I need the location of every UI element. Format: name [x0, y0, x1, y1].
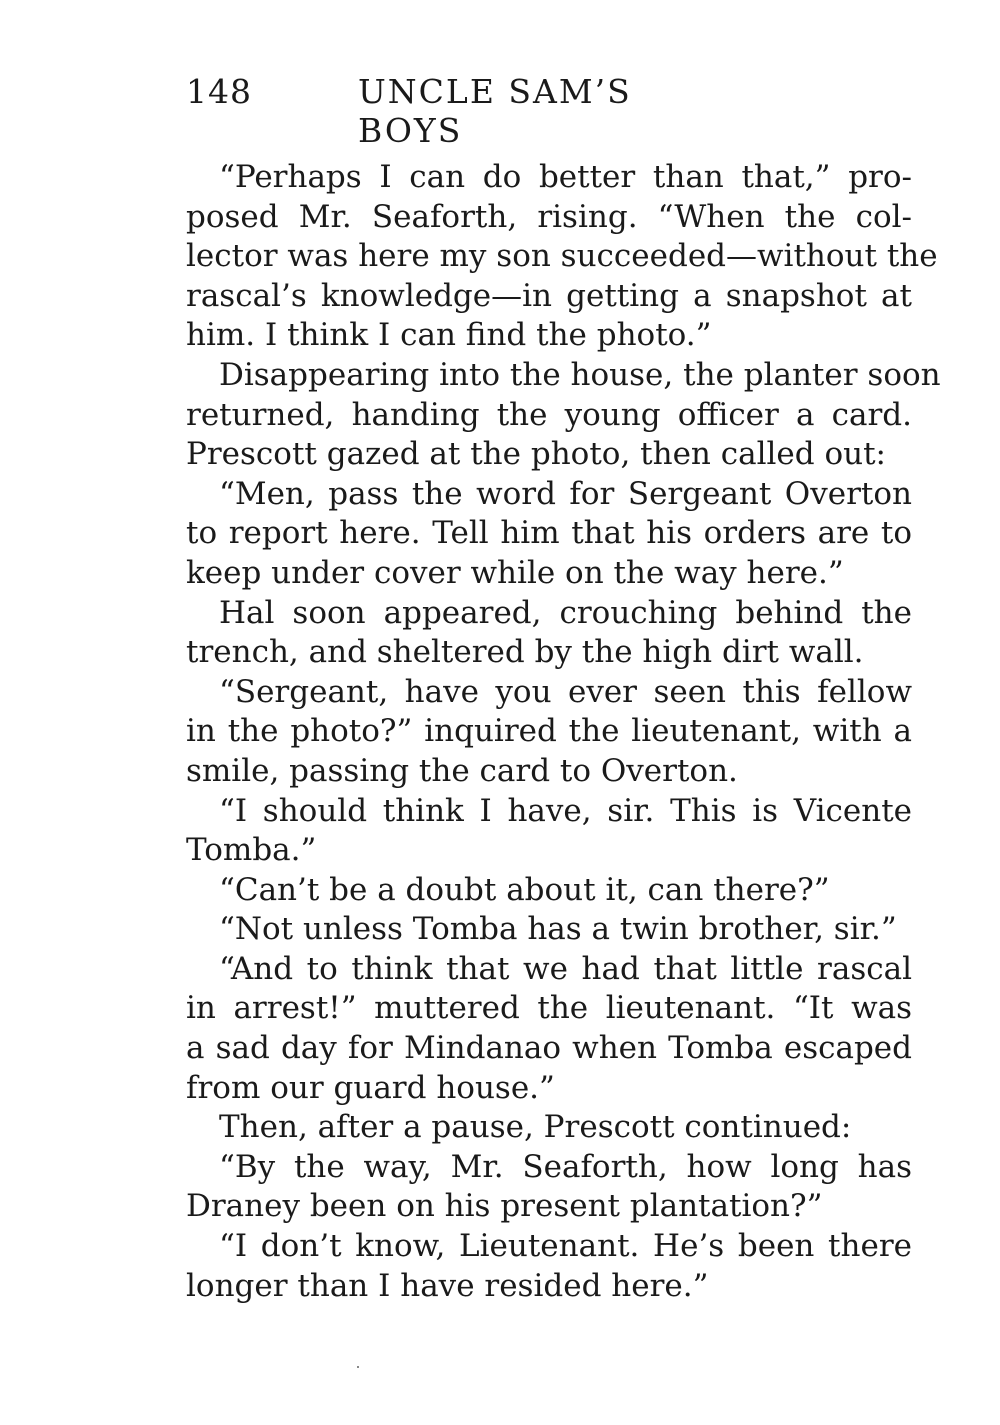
text-line: posed Mr. Seaforth, rising. “When the col-: [186, 198, 912, 235]
text-line: keep under cover while on the way here.”: [186, 554, 844, 591]
text-line: “Men, pass the word for Sergeant Overton: [219, 475, 912, 512]
running-header: [186, 72, 746, 150]
running-title: UNCLE SAM’S BOYS: [358, 72, 632, 150]
text-line: “By the way, Mr. Seaforth, how long has: [219, 1148, 912, 1185]
text-line: in arrest!” muttered the lieutenant. “It was: [186, 990, 912, 1027]
text-line: “I don’t know, Lieutenant. He’s been there: [219, 1228, 912, 1265]
text-line: a sad day for Mindanao when Tomba escaped: [186, 1030, 912, 1067]
text-line: “Can’t be a doubt about it, can there?”: [219, 871, 830, 908]
text-line: Then, after a pause, Prescott continued:: [219, 1109, 852, 1146]
text-line: “Not unless Tomba has a twin brother, sir.”: [219, 911, 897, 948]
text-line: Disappearing into the house, the planter soon: [219, 356, 941, 393]
page-number: 148: [186, 72, 252, 111]
text-line: to report here. Tell him that his orders are to: [186, 515, 912, 552]
text-line: rascal’s knowledge—in getting a snapshot at: [186, 277, 912, 314]
text-line: in the photo?” inquired the lieutenant, with a: [186, 713, 912, 750]
body-text: [186, 158, 941, 1306]
text-line: “Sergeant, have you ever seen this fellow: [219, 673, 912, 710]
text-line: longer than I have resided here.”: [186, 1267, 709, 1304]
text-line: trench, and sheltered by the high dirt wall.: [186, 634, 864, 671]
text-line: smile, passing the card to Overton.: [186, 752, 738, 789]
paper-speck: [357, 1366, 359, 1368]
text-line: Prescott gazed at the photo, then called out:: [186, 436, 886, 473]
text-line: returned, handing the young officer a card.: [186, 396, 912, 433]
text-line: “I should think I have, sir. This is Vicente: [219, 792, 912, 829]
text-line: Draney been on his present plantation?”: [186, 1188, 823, 1225]
text-line: him. I think I can find the photo.”: [186, 317, 712, 354]
text-line: Tomba.”: [186, 832, 317, 869]
text-line: Hal soon appeared, crouching behind the: [219, 594, 912, 631]
text-line: from our guard house.”: [186, 1069, 555, 1106]
text-line: “Perhaps I can do better than that,” pro-: [219, 159, 912, 195]
text-line: “And to think that we had that little rascal: [219, 950, 912, 987]
text-line: lector was here my son succeeded—without the: [186, 238, 938, 275]
